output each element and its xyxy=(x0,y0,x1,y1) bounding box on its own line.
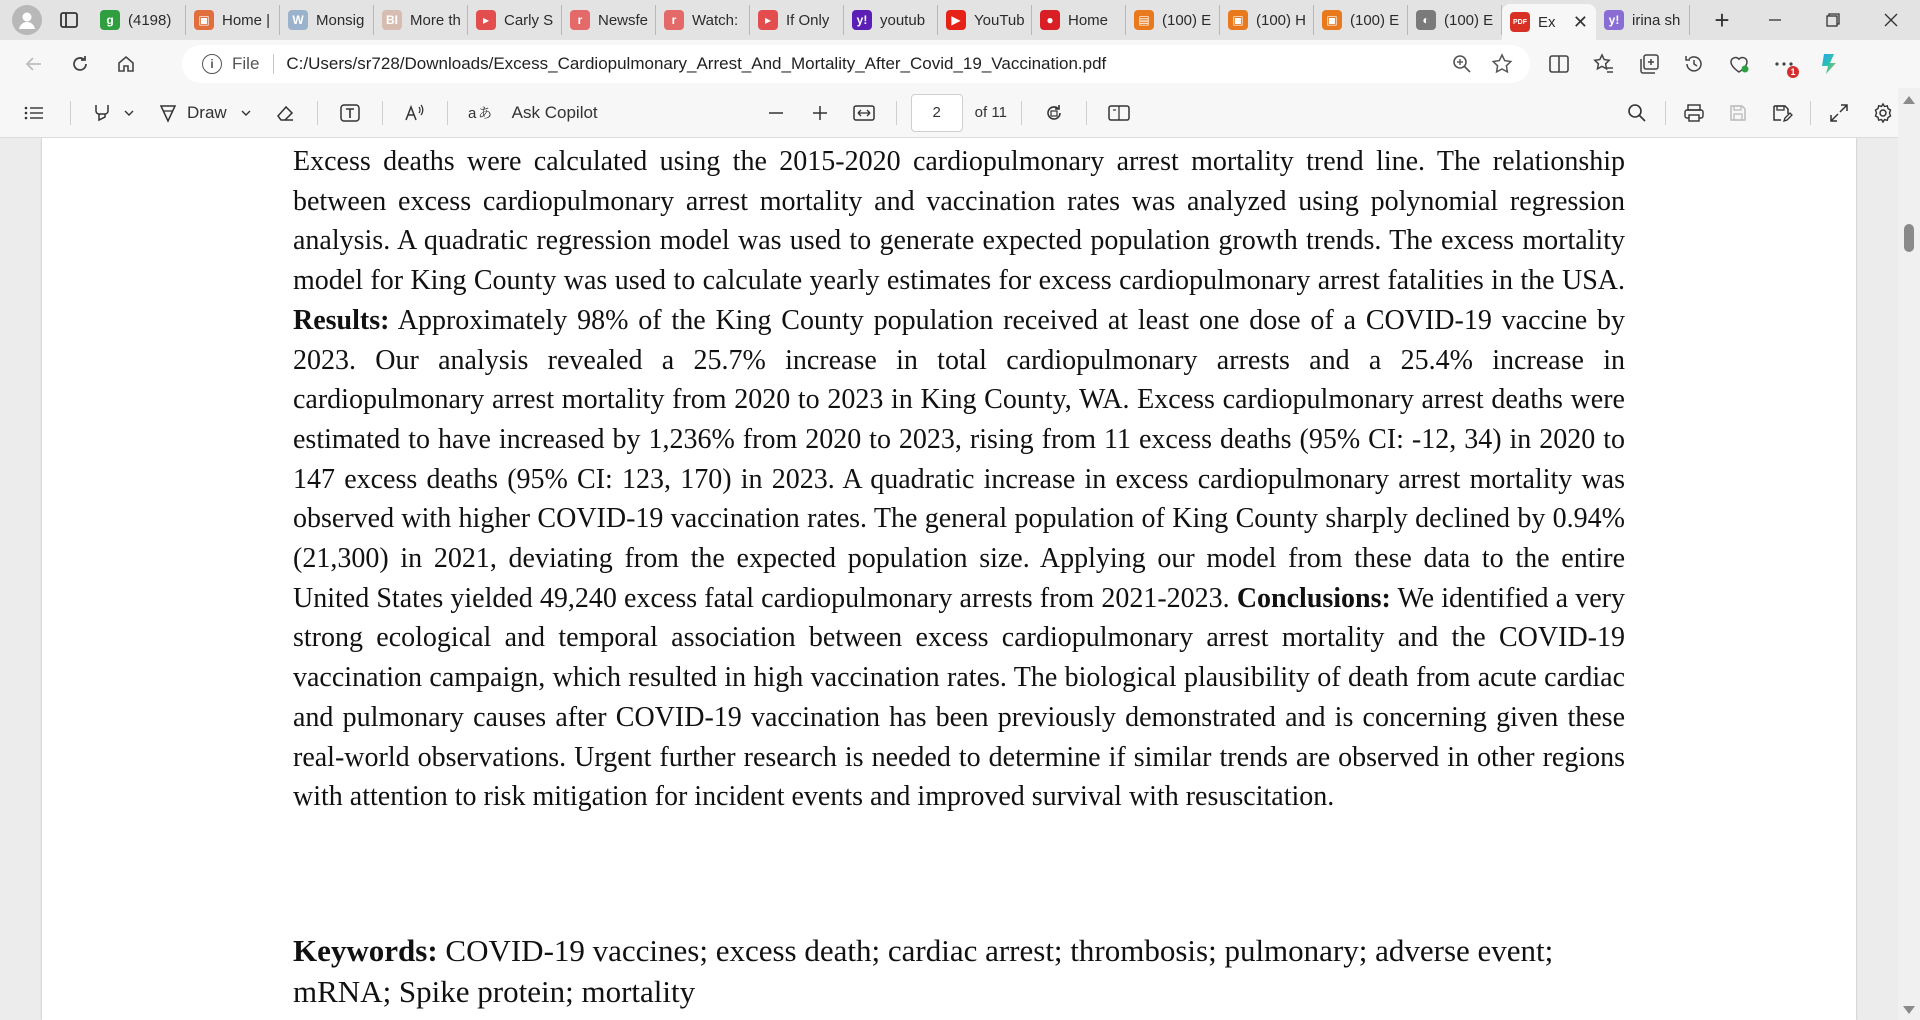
site-info-icon[interactable]: i xyxy=(202,54,222,74)
restore-button[interactable] xyxy=(1804,0,1862,40)
save-icon xyxy=(1720,95,1756,131)
divider xyxy=(382,101,383,125)
browser-tab[interactable] xyxy=(1220,5,1314,35)
tab-favicon-icon: ▸ xyxy=(476,10,496,30)
chevron-down-icon[interactable] xyxy=(117,95,141,131)
scroll-up-arrow-icon[interactable] xyxy=(1903,96,1915,104)
browser-tab[interactable] xyxy=(1408,5,1502,35)
svg-text:あ: あ xyxy=(477,105,492,122)
fullscreen-icon[interactable] xyxy=(1821,95,1857,131)
browser-tab[interactable] xyxy=(92,5,186,35)
scroll-down-arrow-icon[interactable] xyxy=(1903,1006,1915,1014)
tab-strip xyxy=(92,0,1690,40)
settings-gear-icon[interactable] xyxy=(1865,95,1901,131)
page-number-input[interactable]: 2 xyxy=(911,94,963,132)
tab-favicon-icon: ● xyxy=(1040,10,1060,30)
scrollbar-thumb[interactable] xyxy=(1904,224,1914,252)
divider xyxy=(1021,101,1022,125)
more-options-icon[interactable] xyxy=(1765,44,1803,84)
chevron-down-icon[interactable] xyxy=(231,95,261,131)
keywords-text: COVID-19 vaccines; excess death; cardiac arrest; thrombosis; pulmonary; adverse event; mRNA; Spike protein; mortality xyxy=(293,933,1554,1009)
file-scheme-label: File xyxy=(232,54,260,73)
pdf-toolbar xyxy=(0,88,1920,138)
browser-tab[interactable] xyxy=(1126,5,1220,35)
draw-label[interactable]: Draw xyxy=(187,102,227,122)
new-tab-button[interactable]: + xyxy=(1714,4,1730,35)
url-text[interactable]: C:/Users/sr728/Downloads/Excess_Cardiopulmonary_Arrest_And_Mortality_After_Covid_19_Vaccination.pdf xyxy=(286,54,1107,73)
address-bar-row xyxy=(0,40,1920,88)
browser-essentials-icon[interactable] xyxy=(1720,44,1758,84)
tab-title: (4198) xyxy=(128,11,172,29)
browser-tab[interactable] xyxy=(1596,5,1690,35)
read-aloud-icon[interactable] xyxy=(397,95,433,131)
highlight-icon[interactable] xyxy=(87,95,117,131)
tab-favicon-icon: g xyxy=(100,10,120,30)
tab-title: (100) E xyxy=(1162,11,1212,29)
tab-favicon-icon: ▣ xyxy=(194,10,214,30)
tab-title: (100) H xyxy=(1256,11,1307,29)
tab-title: Newsfe xyxy=(598,11,649,29)
notification-badge: 1 xyxy=(1787,66,1799,78)
copilot-icon[interactable] xyxy=(1810,44,1848,84)
page-view-icon[interactable] xyxy=(1101,95,1137,131)
tab-title: Monsig xyxy=(316,11,365,29)
ask-copilot-button[interactable]: Ask Copilot xyxy=(511,102,598,122)
browser-tab[interactable] xyxy=(1502,4,1596,40)
tab-title: Home | xyxy=(222,11,271,29)
window-controls xyxy=(1746,0,1920,40)
tab-title: Ex xyxy=(1538,13,1556,31)
search-icon[interactable] xyxy=(1619,95,1655,131)
tab-title: irina sh xyxy=(1632,11,1681,29)
tab-title: (100) E xyxy=(1350,11,1400,29)
pdf-page xyxy=(42,138,1856,1020)
rotate-icon[interactable] xyxy=(1036,95,1072,131)
tab-bar xyxy=(0,0,1920,40)
vertical-scrollbar[interactable] xyxy=(1898,88,1920,1020)
text-box-icon[interactable] xyxy=(332,95,368,131)
history-icon[interactable] xyxy=(1675,44,1713,84)
address-bar[interactable] xyxy=(182,45,1530,83)
print-icon[interactable] xyxy=(1676,95,1712,131)
tab-favicon-icon: W xyxy=(288,10,308,30)
text-run: We identified a very strong ecological and temporal association between excess cardiopulmonary arrest mortality and the COVID-19 vaccination campaign, which resulted in high vaccination rates. The biological plausibility of death from acute cardiac and pulmonary causes after COVID-19 vaccination has been previously demonstrated and is concerning given these real-world observations. Urgent further research is needed to determine if similar trends are observed in other regions with attention to risk mitigation for incident events and improved survival with resuscitation. xyxy=(293,582,1625,813)
tab-favicon-icon: ▣ xyxy=(1322,10,1342,30)
zoom-icon[interactable] xyxy=(1446,48,1478,80)
pdf-viewer[interactable] xyxy=(0,138,1920,1020)
tab-favicon-icon: r xyxy=(664,10,684,30)
tab-favicon-icon: ▤ xyxy=(1134,10,1154,30)
tab-favicon-icon: PDF xyxy=(1510,12,1530,32)
tab-favicon-icon: ▣ xyxy=(1228,10,1248,30)
back-button[interactable] xyxy=(14,44,54,84)
tab-favicon-icon: r xyxy=(570,10,590,30)
favorites-icon[interactable] xyxy=(1585,44,1623,84)
tab-title: More th xyxy=(410,11,461,29)
keywords-line xyxy=(293,930,1625,1012)
browser-tab[interactable] xyxy=(1032,5,1126,35)
tab-favicon-icon: BI xyxy=(382,10,402,30)
browser-tab[interactable] xyxy=(1314,5,1408,35)
browser-tab[interactable] xyxy=(844,5,938,35)
split-screen-icon[interactable] xyxy=(1540,44,1578,84)
tab-title: Home xyxy=(1068,11,1109,29)
browser-tab[interactable] xyxy=(468,5,562,35)
home-button[interactable] xyxy=(106,44,146,84)
divider xyxy=(447,101,448,125)
close-tab-icon[interactable]: ✕ xyxy=(1572,11,1588,32)
table-of-contents-icon[interactable] xyxy=(14,95,54,131)
text-run: Approximately 98% of the King County population received at least one dose of a COVID-19 vaccine by 2023. Our analysis revealed a 25.7% increase in total cardiopulmonary arrests and a 25.4% increase in cardiopulmonary arrest mortality from 2020 to 2023 in King County, WA. Excess cardiopulmonary arrest deaths were estimated to have increased by 1,236% from 2020 to 2023, rising from 11 excess deaths (95% CI: -12, 34) in 2020 to 147 excess deaths (95% CI: 123, 170) in 2023. A quadratic increase in excess cardiopulmonary arrest mortality was observed with higher COVID-19 vaccination rates. The general population of King County sharply declined by 0.94% (21,300) in 2021, deviating from the expected population size. Applying our model from these data to the entire United States yielded 49,240 excess fatal cardiopulmonary arrests from 2021-2023. xyxy=(293,304,1625,614)
workspaces-icon[interactable] xyxy=(54,5,84,35)
minimize-button[interactable] xyxy=(1746,0,1804,40)
svg-text:a: a xyxy=(467,104,477,122)
divider xyxy=(273,54,274,74)
eraser-icon[interactable] xyxy=(267,95,303,131)
browser-tab[interactable] xyxy=(656,5,750,35)
divider xyxy=(317,101,318,125)
zoom-in-button[interactable] xyxy=(802,95,838,131)
collections-icon[interactable] xyxy=(1630,44,1668,84)
zoom-out-button[interactable] xyxy=(758,95,794,131)
page-total-label: of 11 xyxy=(974,104,1007,121)
divider xyxy=(70,101,71,125)
translate-icon[interactable] xyxy=(462,95,498,131)
tab-favicon-icon: ◐ xyxy=(1416,10,1436,30)
tab-favicon-icon: y! xyxy=(1604,10,1624,30)
section-heading-inline: Results: xyxy=(293,304,390,336)
favorite-star-icon[interactable] xyxy=(1486,48,1518,80)
tab-favicon-icon: ▸ xyxy=(758,10,778,30)
close-window-button[interactable] xyxy=(1862,0,1920,40)
divider xyxy=(1810,101,1811,125)
browser-tab[interactable] xyxy=(938,5,1032,35)
browser-tab[interactable] xyxy=(186,5,280,35)
browser-tab[interactable] xyxy=(750,5,844,35)
browser-tab[interactable] xyxy=(374,5,468,35)
tab-title: youtub xyxy=(880,11,926,29)
browser-tab[interactable] xyxy=(562,5,656,35)
divider xyxy=(1086,101,1087,125)
tab-title: If Only xyxy=(786,11,830,29)
tab-title: (100) E xyxy=(1444,11,1494,29)
text-run: Excess deaths were calculated using the 2015-2020 cardiopulmonary arrest mortality trend line. The relationship between excess cardiopulmonary arrest mortality and vaccination rates was analyzed using polynomial regression analysis. A quadratic regression model was used to generate expected population growth trends. The excess mortality model for King County was used to calculate yearly estimates for excess cardiopulmonary arrest fatalities in the USA. xyxy=(293,146,1625,297)
tab-favicon-icon: ▶ xyxy=(946,10,966,30)
browser-tab[interactable] xyxy=(280,5,374,35)
divider xyxy=(896,101,897,125)
divider xyxy=(1665,101,1666,125)
tab-title: YouTub xyxy=(974,11,1025,29)
abstract-paragraph xyxy=(293,142,1625,817)
profile-avatar-icon[interactable] xyxy=(12,5,42,35)
keywords-label: Keywords: xyxy=(293,933,438,968)
fit-to-width-icon[interactable] xyxy=(846,95,882,131)
tab-favicon-icon: y! xyxy=(852,10,872,30)
tab-title: Carly S xyxy=(504,11,554,29)
section-heading-inline: Conclusions: xyxy=(1236,582,1391,614)
save-as-icon[interactable] xyxy=(1764,95,1800,131)
refresh-button[interactable] xyxy=(60,44,100,84)
tab-title: Watch: xyxy=(692,11,739,29)
draw-icon[interactable] xyxy=(151,95,185,131)
